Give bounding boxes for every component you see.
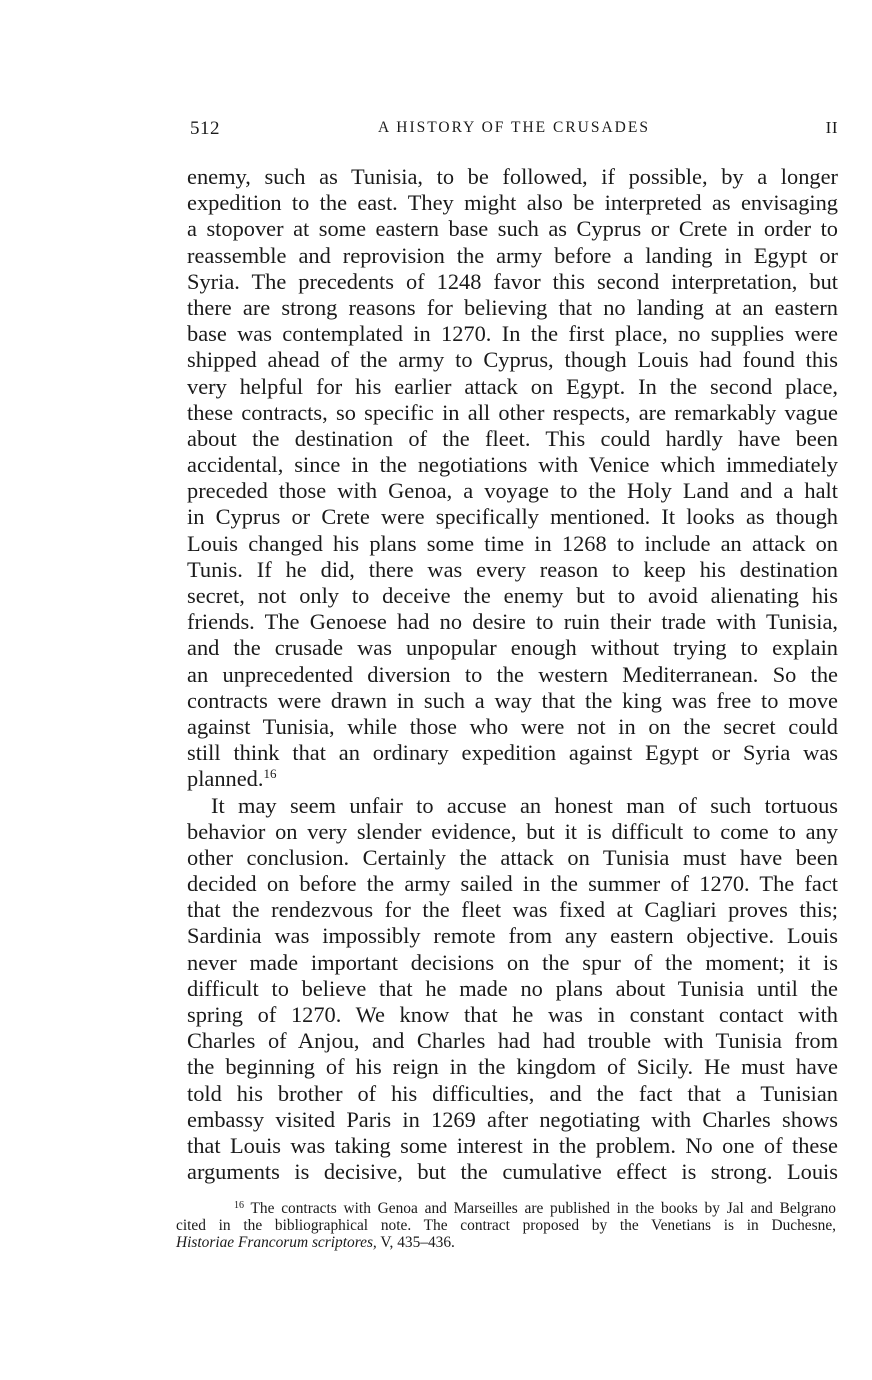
text-line: against Tunisia, while those who were not in on the secret could — [187, 713, 838, 739]
text-line: decided on before the army sailed in the summer of 1270. The fact — [187, 871, 838, 897]
text-line: enemy, such as Tunisia, to be followed, if possible, by a longer — [187, 164, 838, 189]
footnote-line: Historiae Francorum scriptores, V, 435–436. — [176, 1234, 455, 1252]
running-head — [190, 118, 838, 142]
text-line: accidental, since in the negotiations with Venice which immediately — [187, 452, 838, 478]
running-title: A HISTORY OF THE CRUSADES — [378, 119, 650, 136]
body-text — [187, 164, 838, 1185]
text-line: Charles of Anjou, and Charles had had trouble with Tunisia from — [187, 1028, 838, 1054]
text-line: arguments is decisive, but the cumulative effect is strong. Louis — [187, 1159, 838, 1185]
footnote-reference[interactable]: 16 — [263, 766, 277, 782]
text-line: shipped ahead of the army to Cyprus, though Louis had found this — [187, 347, 838, 373]
text-line: never made important decisions on the spur of the moment; it is — [187, 949, 838, 975]
text-line: a stopover at some eastern base such as Cyprus or Crete in order to — [187, 216, 838, 242]
text-line: an unprecedented diversion to the western Mediterranean. So the — [187, 661, 838, 687]
text-line: friends. The Genoese had no desire to ruin their trade with Tunisia, — [187, 609, 838, 635]
text-line: these contracts, so specific in all other respects, are remarkably vague — [187, 399, 838, 425]
text-line: Tunis. If he did, there was every reason to keep his destination — [187, 556, 838, 582]
text-line: difficult to believe that he made no plans about Tunisia until the — [187, 975, 838, 1001]
text-line: that Louis was taking some interest in the problem. No one of these — [187, 1132, 838, 1158]
footnote-line: cited in the bibliographical note. The contract proposed by the Venetians is in Duchesne, — [176, 1217, 836, 1235]
footnote-number: 16 — [234, 1200, 244, 1211]
text-line: secret, not only to deceive the enemy but to avoid alienating his — [187, 583, 838, 608]
text-line: very helpful for his earlier attack on Egypt. In the second place, — [187, 373, 838, 399]
text-line: other conclusion. Certainly the attack on Tunisia must have been — [187, 844, 838, 870]
text-line: the beginning of his reign in the kingdom of Sicily. He must have — [187, 1054, 838, 1080]
footnote — [176, 1200, 836, 1252]
text-line: reassemble and reprovision the army before a landing in Egypt or — [187, 242, 838, 268]
text-line: Louis changed his plans some time in 1268 to include an attack on — [187, 530, 838, 556]
text-line: contracts were drawn in such a way that the king was free to move — [187, 687, 838, 713]
text-line: told his brother of his difficulties, and the fact that a Tunisian — [187, 1080, 838, 1106]
text-line: about the destination of the fleet. This could hardly have been — [187, 425, 838, 451]
page-number: 512 — [190, 118, 220, 139]
text-line: and the crusade was unpopular enough without trying to explain — [187, 635, 838, 661]
footnote-line: $^{16}$ The contracts with Genoa and Marseilles are published in the books by Jal and Belgrano — [234, 1200, 836, 1217]
text-line: Sardinia was impossibly remote from any eastern objective. Louis — [187, 923, 838, 949]
text-line: It may seem unfair to accuse an honest man of such tortuous — [211, 792, 838, 818]
paragraph-1-last-line: planned.$^{16}$ — [187, 766, 277, 792]
text-line: embassy visited Paris in 1269 after negotiating with Charles shows — [187, 1106, 838, 1132]
text-line: still think that an ordinary expedition against Egypt or Syria was — [187, 740, 838, 766]
chapter-number: II — [825, 118, 838, 137]
text-line: spring of 1270. We know that he was in constant contact with — [187, 1002, 838, 1027]
text-line: that the rendezvous for the fleet was fixed at Cagliari proves this; — [187, 897, 838, 923]
paragraph-2 — [187, 793, 838, 1186]
text-line: base was contemplated in 1270. In the first place, no supplies were — [187, 321, 838, 347]
paragraph-1 — [187, 164, 838, 766]
text-line: there are strong reasons for believing that no landing at an eastern — [187, 294, 838, 320]
footnote-citation-title: Historiae Francorum scriptores, — [176, 1234, 377, 1252]
text-line: in Cyprus or Crete were specifically mentioned. It looks as though — [187, 504, 838, 530]
text-line: expedition to the east. They might also be interpreted as envisaging — [187, 190, 838, 216]
text-line: preceded those with Genoa, a voyage to the Holy Land and a halt — [187, 478, 838, 504]
text-line: behavior on very slender evidence, but it is difficult to come to any — [187, 818, 838, 844]
text-line: Syria. The precedents of 1248 favor this second interpretation, but — [187, 268, 838, 294]
